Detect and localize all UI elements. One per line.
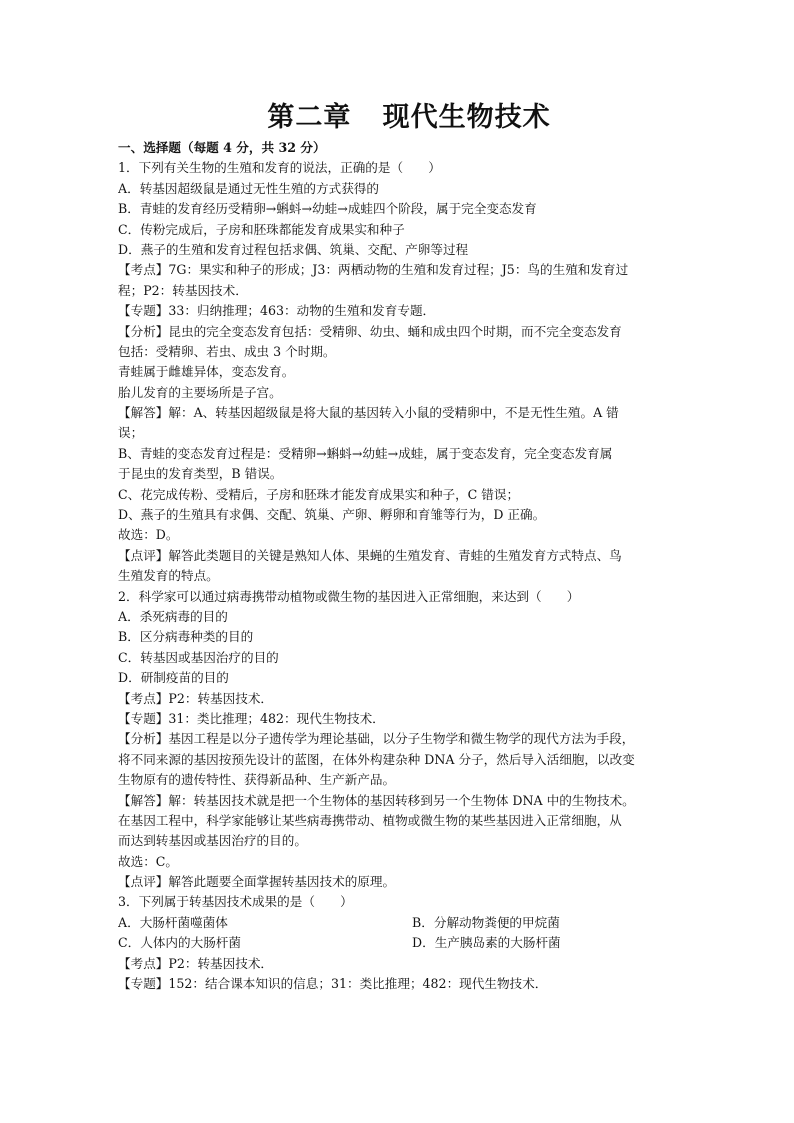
- question-1: [118, 158, 688, 586]
- option-b: B．分解动物粪便的甲烷菌: [412, 914, 560, 930]
- jieda-line: 【解答】解：A、转基因超级鼠是将大鼠的基因转入小鼠的受精卵中，不是无性生殖。A 错: [118, 405, 619, 421]
- document-page: [118, 98, 688, 994]
- section-heading: 一、选择题（每题 4 分，共 32 分）: [118, 140, 326, 155]
- options-row: [118, 933, 688, 953]
- kaodian-line: 【考点】P2：转基因技术．: [118, 690, 274, 706]
- dianping-line: 【点评】解答此类题目的关键是熟知人体、果蝇的生殖发育、青蛙的生殖发育方式特点、鸟: [118, 547, 622, 563]
- fenxi-line: 胎儿发育的主要场所是子宫。: [118, 384, 282, 400]
- fenxi-line: 生物原有的遗传特性、获得新品种、生产新产品。: [118, 772, 396, 788]
- fenxi-line: 青蛙属于雌雄异体，变态发育。: [118, 364, 295, 380]
- kaodian-line: 程；P2：转基因技术．: [118, 282, 248, 298]
- question-stem: 2．科学家可以通过病毒携带动植物或微生物的基因进入正常细胞，来达到（ ）: [118, 588, 580, 604]
- jieda-line: 【解答】解：转基因技术就是把一个生物体的基因转移到另一个生物体 DNA 中的生物技术。: [118, 792, 635, 808]
- option-b: B．区分病毒种类的目的: [118, 629, 254, 645]
- fenxi-line: 包括：受精卵、若虫、成虫 3 个时期。: [118, 343, 336, 359]
- zhuanti-line: 【专题】33：归纳推理；463：动物的生殖和发育专题．: [118, 303, 436, 319]
- answer-line: 故选：C。: [118, 853, 179, 869]
- option-a: A．转基因超级鼠是通过无性生殖的方式获得的: [118, 180, 379, 196]
- chapter-title: 第二章 现代生物技术: [267, 102, 551, 133]
- jieda-line: B、青蛙的变态发育过程是：受精卵→蝌蚪→幼蛙→成蛙，属于变态发育，完全变态发育属: [118, 445, 613, 461]
- kaodian-line: 【考点】P2：转基因技术．: [118, 955, 274, 971]
- option-b: B．青蛙的发育经历受精卵→蝌蚪→幼蛙→成蛙四个阶段，属于完全变态发育: [118, 201, 537, 217]
- kaodian-line: 【考点】7G：果实和种子的形成；J3：两栖动物的生殖和发育过程；J5：鸟的生殖和发育过: [118, 262, 629, 278]
- option-d: D．研制疫苗的目的: [118, 670, 229, 686]
- option-d: D．生产胰岛素的大肠杆菌: [412, 935, 561, 951]
- zhuanti-line: 【专题】152：结合课本知识的信息；31：类比推理；482：现代生物技术．: [118, 976, 548, 992]
- jieda-line: 而达到转基因或基因治疗的目的。: [118, 833, 307, 849]
- question-2: [118, 587, 688, 893]
- fenxi-line: 将不同来源的基因按预先设计的蓝图，在体外构建杂种 DNA 分子，然后导入活细胞，以改变: [118, 751, 635, 767]
- jieda-line: D、燕子的生殖具有求偶、交配、筑巢、产卵、孵卵和育雏等行为，D 正确。: [118, 507, 546, 523]
- jieda-line: 于昆虫的发育类型，B 错误。: [118, 466, 283, 482]
- jieda-line: 在基因工程中，科学家能够让某些病毒携带动、植物或微生物的某些基因进入正常细胞，从: [118, 812, 622, 828]
- zhuanti-line: 【专题】31：类比推理；482：现代生物技术．: [118, 710, 385, 726]
- option-c: C．转基因或基因治疗的目的: [118, 649, 279, 665]
- question-stem: 3．下列属于转基因技术成果的是（ ）: [118, 894, 353, 910]
- options-row: [118, 913, 688, 933]
- dianping-line: 【点评】解答此题要全面掌握转基因技术的原理。: [118, 874, 396, 890]
- option-a: A．大肠杆菌噬菌体: [118, 914, 228, 930]
- jieda-line: C、花完成传粉、受精后，子房和胚珠才能发育成果实和种子，C 错误；: [118, 486, 520, 502]
- option-a: A．杀死病毒的目的: [118, 608, 228, 624]
- fenxi-line: 【分析】基因工程是以分子遗传学为理论基础，以分子生物学和微生物学的现代方法为手段，: [118, 731, 635, 747]
- question-stem: 1．下列有关生物的生殖和发育的说法，正确的是（ ）: [118, 160, 441, 176]
- question-3: [118, 892, 688, 994]
- jieda-line: 误；: [118, 425, 144, 441]
- dianping-line: 生殖发育的特点。: [118, 568, 219, 584]
- option-c: C．传粉完成后，子房和胚珠都能发育成果实和种子: [118, 221, 405, 237]
- option-c: C．人体内的大肠杆菌: [118, 935, 241, 951]
- fenxi-line: 【分析】昆虫的完全变态发育包括：受精卵、幼虫、蛹和成虫四个时期，而不完全变态发育: [118, 323, 622, 339]
- option-d: D．燕子的生殖和发育过程包括求偶、筑巢、交配、产卵等过程: [118, 241, 469, 257]
- answer-line: 故选：D。: [118, 527, 179, 543]
